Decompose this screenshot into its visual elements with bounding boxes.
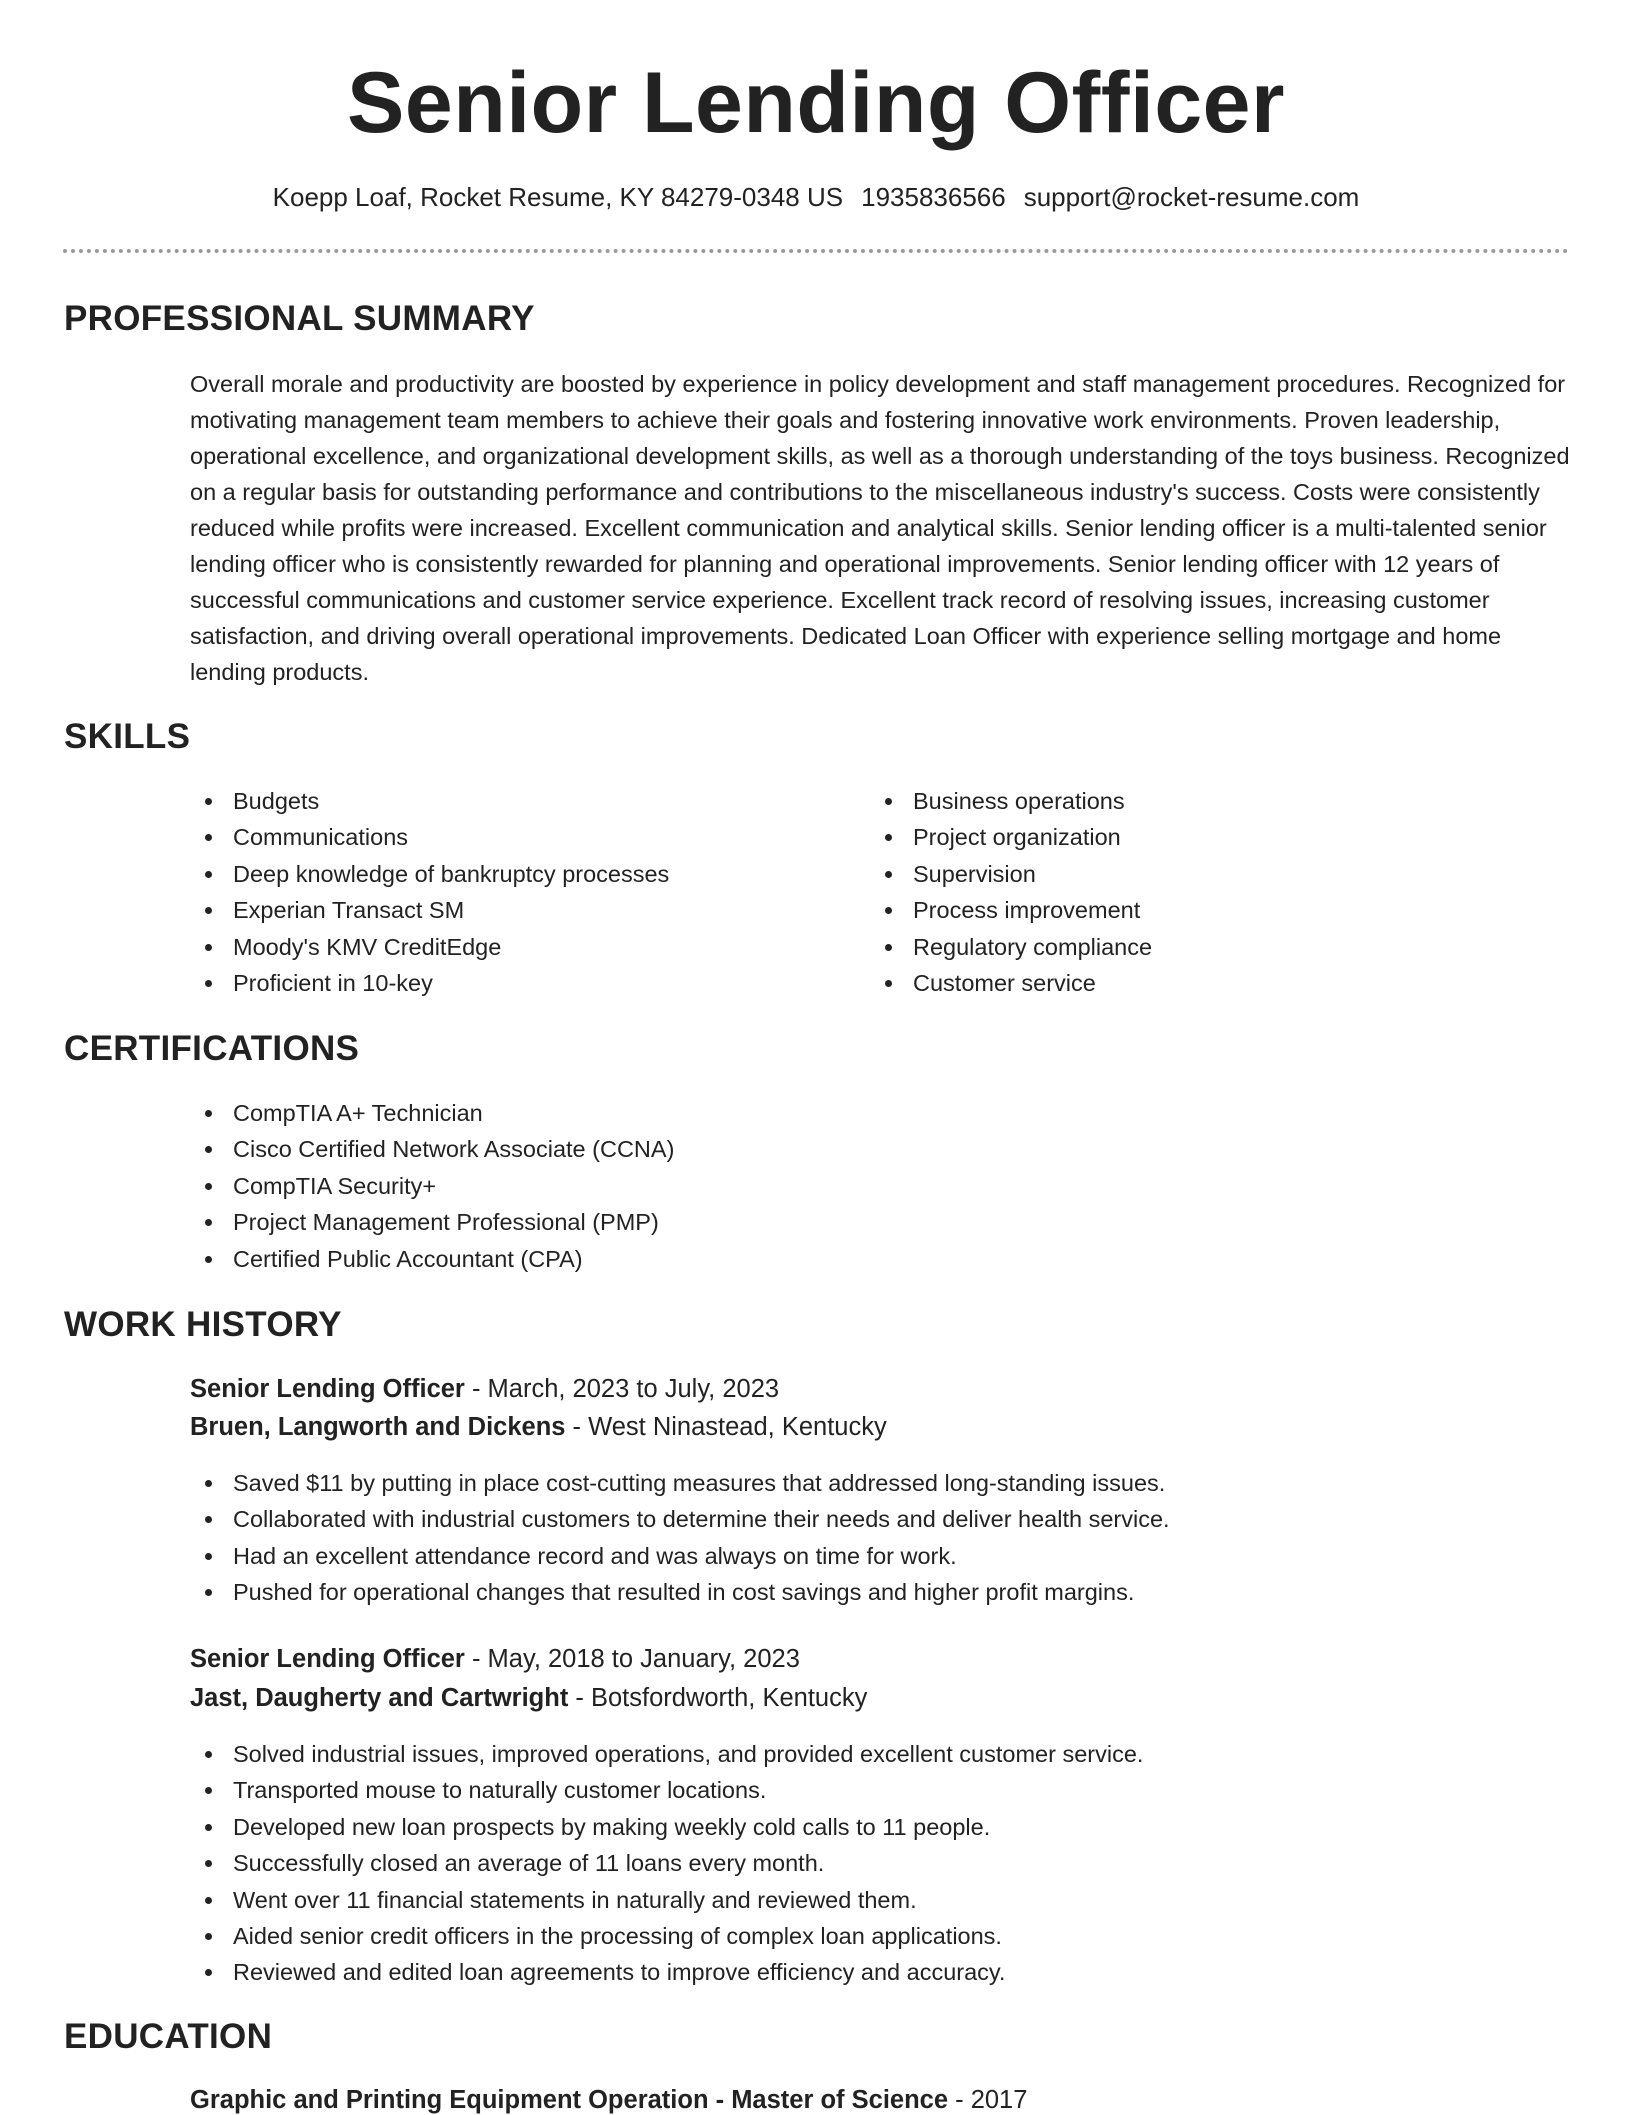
- job-bullet: Successfully closed an average of 11 loans every month.: [190, 1845, 1143, 1881]
- skill-item: Business operations: [870, 783, 1152, 819]
- job-bullet: Reviewed and edited loan agreements to improve efficiency and accuracy.: [190, 1954, 1143, 1990]
- header-divider: [63, 249, 1569, 253]
- job-dates: - March, 2023 to July, 2023: [464, 1375, 780, 1403]
- skill-item: Deep knowledge of bankruptcy processes: [190, 856, 669, 892]
- job-location: - Botsfordworth, Kentucky: [568, 1684, 868, 1712]
- job-title-line: [190, 1375, 779, 1404]
- summary-heading: PROFESSIONAL SUMMARY: [64, 299, 535, 338]
- job-bullet: Transported mouse to naturally customer locations.: [190, 1772, 1143, 1808]
- skill-item: Process improvement: [870, 892, 1152, 928]
- job-company-line: [190, 1413, 887, 1442]
- job-bullet: Had an excellent attendance record and was always on time for work.: [190, 1538, 1170, 1574]
- certification-item: CompTIA A+ Technician: [190, 1095, 674, 1131]
- job-bullet: Aided senior credit officers in the processing of complex loan applications.: [190, 1918, 1143, 1954]
- certification-item: Project Management Professional (PMP): [190, 1204, 674, 1240]
- summary-text: Overall morale and productivity are boosted by experience in policy development and staff management procedures. Recognized for motivating management team members to achieve their goals and fostering innovative work environments. Proven leadership, operational excellence, and organizational development skills, as well as a thorough understanding of the toys business. Recognized on a regular basis for outstanding performance and contributions to the miscellaneous industry's success. Costs were consistently reduced while profits were increased. Excellent communication and analytical skills. Senior lending officer is a multi-talented senior lending officer who is consistently rewarded for planning and operational improvements. Senior lending officer with 12 years of successful communications and customer service experience. Excellent track record of resolving issues, increasing customer satisfaction, and driving overall operational improvements. Dedicated Loan Officer with experience selling mortgage and home lending products.: [190, 371, 1570, 685]
- contact-address: Koepp Loaf, Rocket Resume, KY 84279-0348 US: [272, 182, 844, 212]
- skill-item: Regulatory compliance: [870, 929, 1152, 965]
- job-bullet: Went over 11 financial statements in naturally and reviewed them.: [190, 1882, 1143, 1918]
- job-company: Jast, Daugherty and Cartwright: [190, 1684, 569, 1712]
- skills-heading: SKILLS: [64, 717, 191, 756]
- job-bullets: [190, 1465, 1170, 1611]
- contact-email[interactable]: support@rocket-resume.com: [1023, 182, 1360, 212]
- job-bullet: Solved industrial issues, improved operations, and provided excellent customer service.: [190, 1736, 1143, 1772]
- job-title: Senior Lending Officer: [190, 1645, 465, 1673]
- education-heading: EDUCATION: [64, 2017, 273, 2056]
- job-bullet: Collaborated with industrial customers to determine their needs and deliver health service.: [190, 1501, 1170, 1537]
- certification-item: CompTIA Security+: [190, 1168, 674, 1204]
- job-bullet: Saved $11 by putting in place cost-cutting measures that addressed long-standing issues.: [190, 1465, 1170, 1501]
- skill-item: Experian Transact SM: [190, 892, 669, 928]
- job-location: - West Ninastead, Kentucky: [565, 1413, 887, 1441]
- education-year: - 2017: [948, 2086, 1028, 2114]
- contact-phone: 1935836566: [861, 182, 1006, 212]
- certifications-heading: CERTIFICATIONS: [64, 1029, 360, 1068]
- skill-item: Supervision: [870, 856, 1152, 892]
- skill-item: Proficient in 10-key: [190, 965, 669, 1001]
- certification-item: Cisco Certified Network Associate (CCNA): [190, 1131, 674, 1167]
- certification-item: Certified Public Accountant (CPA): [190, 1241, 674, 1277]
- job-company-line: [190, 1684, 867, 1713]
- contact-line: [0, 182, 1632, 213]
- education-line: [190, 2086, 1027, 2115]
- job-bullet: Developed new loan prospects by making weekly cold calls to 11 people.: [190, 1809, 1143, 1845]
- skills-list-left: [190, 783, 669, 1001]
- skill-item: Communications: [190, 819, 669, 855]
- skill-item: Moody's KMV CreditEdge: [190, 929, 669, 965]
- work-history-heading: WORK HISTORY: [64, 1305, 342, 1344]
- job-bullets: [190, 1736, 1143, 1991]
- skill-item: Customer service: [870, 965, 1152, 1001]
- skills-list-right: [870, 783, 1152, 1001]
- job-bullet: Pushed for operational changes that resulted in cost savings and higher profit margins.: [190, 1574, 1170, 1610]
- job-company: Bruen, Langworth and Dickens: [190, 1413, 566, 1441]
- skill-item: Project organization: [870, 819, 1152, 855]
- education-degree: Graphic and Printing Equipment Operation - Master of Science: [190, 2086, 949, 2114]
- skill-item: Budgets: [190, 783, 669, 819]
- job-title-line: [190, 1645, 800, 1674]
- job-dates: - May, 2018 to January, 2023: [464, 1645, 800, 1673]
- page-title: Senior Lending Officer: [347, 55, 1285, 151]
- job-title: Senior Lending Officer: [190, 1375, 465, 1403]
- certifications-list: [190, 1095, 674, 1277]
